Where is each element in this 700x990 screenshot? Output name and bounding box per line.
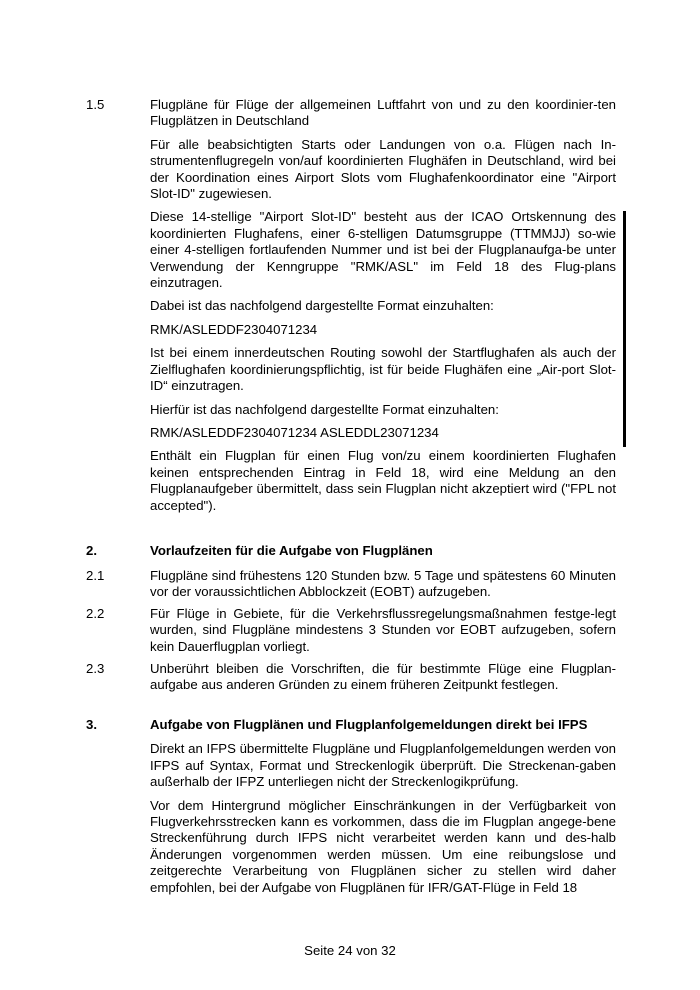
page-number: Seite 24 von 32 bbox=[304, 943, 396, 958]
section-2-1 bbox=[86, 568, 616, 601]
section-number: 3. bbox=[86, 717, 97, 732]
paragraph: Ist bei einem innerdeutschen Routing sowohl der Startflughafen als auch der Zielflughafen koordinierungspflichtig, ist für beide Flughäfen eine „Air-port Slot-ID“ einzutragen. bbox=[150, 345, 616, 394]
section-number: 2.2 bbox=[86, 606, 105, 621]
paragraph: Für alle beabsichtigten Starts oder Landungen von o.a. Flügen nach In-strumentenflugregeln von/auf koordinierten Flughäfen in Deutschland, wird bei der Koordination eines Airport Slots vom Flughafenkoordinator eine "Airport Slot-ID" zugewiesen. bbox=[150, 136, 616, 202]
change-bar bbox=[623, 211, 626, 447]
paragraph: Vor dem Hintergrund möglicher Einschränkungen in der Verfügbarkeit von Flugverkehrsstrecken kann es vorkommen, dass die im Flugplan angege-bene Streckenführung durch IFPS nicht verarbeitet werden kann und des-halb Änderungen vorgenommen werden müssen. Um eine reibungslose und zeitgerechte Verarbeitung von Flugplänen sicher zu stellen wird daher empfohlen, bei der Aufgabe von Flugplänen für IFR/GAT-Flüge in Feld 18 bbox=[150, 797, 616, 895]
paragraph: Unberührt bleiben die Vorschriften, die für bestimmte Flüge eine Flugplan-aufgabe aus anderen Gründen zu einem früheren Zeitpunkt festlegen. bbox=[150, 661, 616, 693]
section-number: 2.3 bbox=[86, 661, 105, 676]
section-number: 1.5 bbox=[86, 97, 105, 112]
section-heading: Vorlaufzeiten für die Aufgabe von Flugplänen bbox=[150, 543, 433, 558]
section-title: Flugpläne für Flüge der allgemeinen Luftfahrt von und zu den koordinier-ten Flugplätzen in Deutschland bbox=[150, 97, 616, 129]
paragraph: Hierfür ist das nachfolgend dargestellte Format einzuhalten: bbox=[150, 401, 499, 417]
format-example: RMK/ASLEDDF2304071234 bbox=[150, 321, 318, 337]
paragraph: Dabei ist das nachfolgend dargestellte Format einzuhalten: bbox=[150, 298, 494, 314]
paragraph: Flugpläne sind frühestens 120 Stunden bzw. 5 Tage und spätestens 60 Minuten vor der voraussichtlichen Abblockzeit (EOBT) aufzugeben. bbox=[150, 568, 616, 600]
paragraph: Diese 14-stellige "Airport Slot-ID" besteht aus der ICAO Ortskennung des koordinierten Flughafens, einer 6-stelligen Datumsgruppe (TTMMJJ) so-wie einer 4-stelligen fortlaufenden Nummer und ist bei der Flugplanaufga-be unter Verwendung der Kenngruppe "RMK/ASL" im Feld 18 des Flug-plans einzutragen. bbox=[150, 209, 616, 291]
paragraph: Enthält ein Flugplan für einen Flug von/zu einem koordinierten Flughafen keinen entsprechenden Eintrag in Feld 18, wird eine Meldung an den Flugplanaufgeber übermittelt, dass sein Flugplan nicht akzeptiert wird ("FPL not accepted"). bbox=[150, 448, 616, 513]
section-number: 2. bbox=[86, 543, 97, 558]
section-2 bbox=[86, 543, 616, 559]
section-3 bbox=[86, 717, 616, 903]
section-heading: Aufgabe von Flugplänen und Flugplanfolgemeldungen direkt bei IFPS bbox=[150, 717, 588, 732]
section-1-5 bbox=[86, 97, 616, 521]
paragraph: Direkt an IFPS übermittelte Flugpläne und Flugplanfolgemeldungen werden von IFPS auf Syntax, Format und Streckenlogik überprüft. Die Streckenan-gaben außerhalb der IFPZ unterliegen nicht der Streckenlogikprüfung. bbox=[150, 741, 616, 790]
paragraph: Für Flüge in Gebiete, für die Verkehrsflussregelungsmaßnahmen festge-legt wurden, sind Flugpläne mindestens 3 Stunden vor EOBT aufzugeben, sofern kein Dauerflugplan vorliegt. bbox=[150, 606, 616, 654]
section-2-3 bbox=[86, 661, 616, 694]
format-example: RMK/ASLEDDF2304071234 ASLEDDL23071234 bbox=[150, 424, 439, 440]
section-number: 2.1 bbox=[86, 568, 105, 583]
section-2-2 bbox=[86, 606, 616, 655]
